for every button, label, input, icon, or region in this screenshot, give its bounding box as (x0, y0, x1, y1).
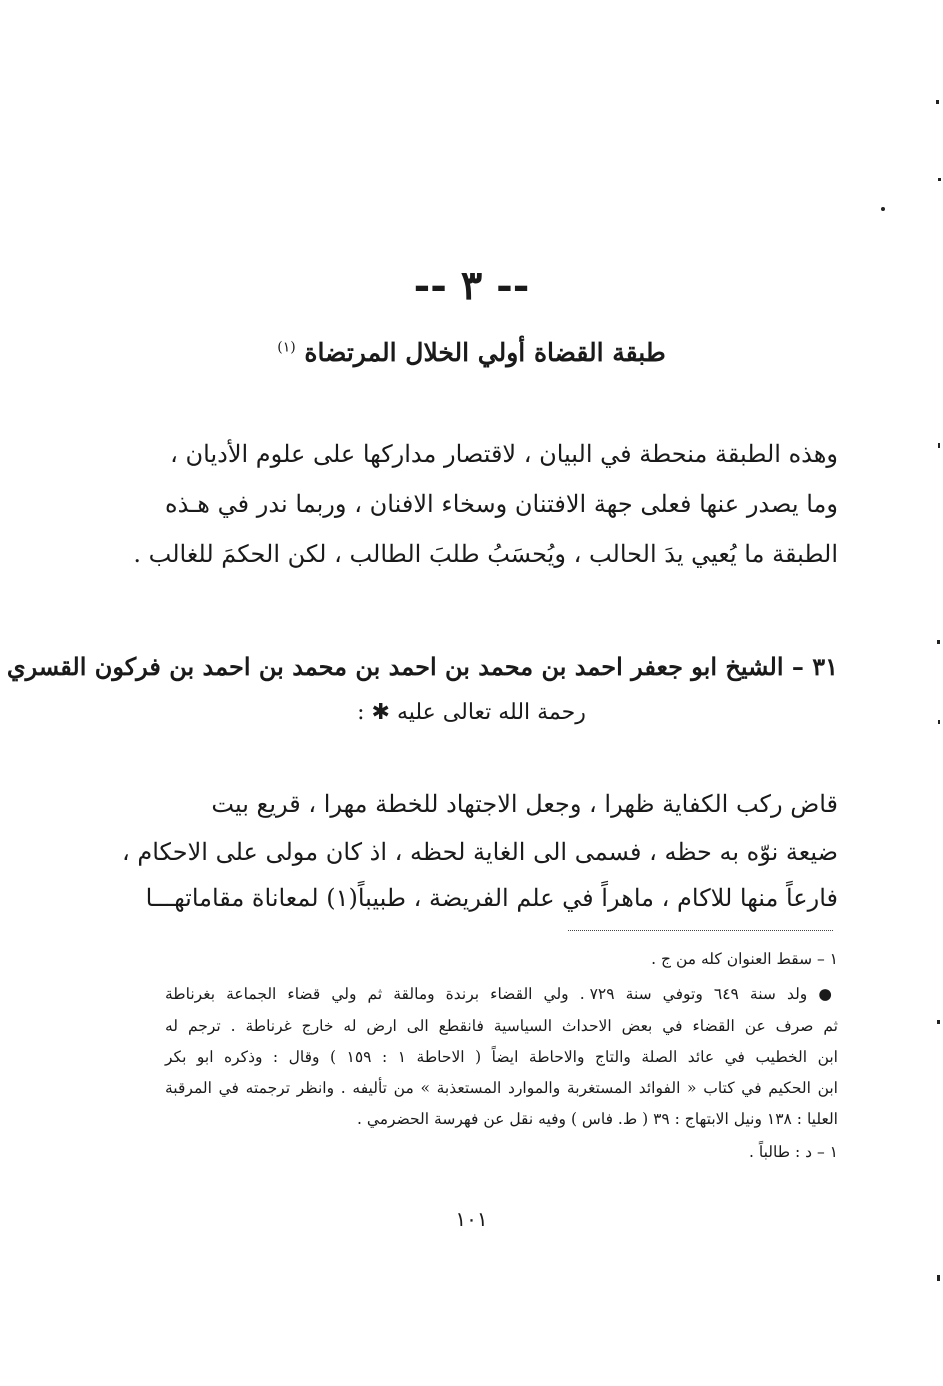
footnote-2: ١ – د : طالباً . (749, 1143, 838, 1161)
entry-heading: ٣١ – الشيخ ابو جعفر احمد بن محمد بن احمد بن محمد بن احمد بن فركون القسري (6, 652, 838, 681)
footnote-1: ١ – سقط العنوان كله من ج . (651, 950, 838, 968)
footnote-bio-line-2: ثم صرف عن القضاء في بعض الاحداث السياسية فانقطع الى ارض له خارج غرناطة . ترجم له (165, 1017, 838, 1035)
footnote-bio-line-4: ابن الحكيم في كتاب « الفوائد المستغربة والموارد المستعذبة » من تأليفه . وانظر ترجمته في المرقبة (165, 1079, 838, 1097)
scan-speck (937, 640, 940, 644)
entry-line-1: قاض ركب الكفاية ظهرا ، وجعل الاجتهاد للخطة مهرا ، قريع بيت (211, 790, 838, 818)
footnote-bio-line-1: ● ولد سنة ٦٤٩ وتوفي سنة ٧٢٩ . ولي القضاء برندة ومالقة ثم ولي قضاء الجماعة بغرناطة (165, 985, 839, 1003)
scan-speck (937, 1020, 940, 1024)
scan-speck (938, 178, 941, 181)
scan-speck (936, 100, 939, 104)
footnote-separator (568, 930, 833, 931)
scan-speck (937, 1275, 940, 1281)
section-title-footnote-ref: (١) (277, 339, 296, 356)
section-number: -- ٣ -- (413, 262, 530, 309)
scan-speck (938, 720, 940, 724)
intro-line-2: وما يصدر عنها فعلى جهة الافتنان وسخاء الافنان ، وربما ندر في هـذه (165, 490, 838, 518)
footnote-bio-line-5: العليا : ١٣٨ ونيل الابتهاج : ٣٩ ( ط. فاس ) وفيه نقل عن فهرسة الحضرمي . (356, 1110, 838, 1128)
intro-line-1: وهذه الطبقة منحطة في البيان ، لاقتصار مداركها على علوم الأديان ، (170, 440, 838, 468)
scan-speck (881, 207, 885, 211)
intro-line-3: الطبقة ما يُعيي يدَ الحالب ، ويُحسَبُ طلبَ الطالب ، لكن الحكمَ للغالب . (133, 540, 838, 568)
entry-line-3: فارعاً منها للاكام ، ماهراً في علم الفريضة ، طبيباً(١) لمعاناة مقاماتهـــا (145, 884, 838, 912)
scan-speck (938, 443, 940, 448)
section-title (0, 338, 943, 367)
section-title-text: طبقة القضاة أولي الخلال المرتضاة (304, 338, 666, 367)
entry-subheading: رحمة الله تعالى عليه ✱ : (357, 700, 586, 725)
footnote-bio-line-3: ابن الخطيب في عائد الصلة والتاج والاحاطة ايضاً ( الاحاطة ١ : ١٥٩ ) وقال : وذكره ابو بكر (165, 1048, 838, 1066)
page-number: ١٠١ (455, 1207, 488, 1231)
entry-line-2: ضيعة نوّه به حظه ، فسمى الى الغاية لحظه ، اذ كان مولى على الاحكام ، (121, 838, 838, 866)
